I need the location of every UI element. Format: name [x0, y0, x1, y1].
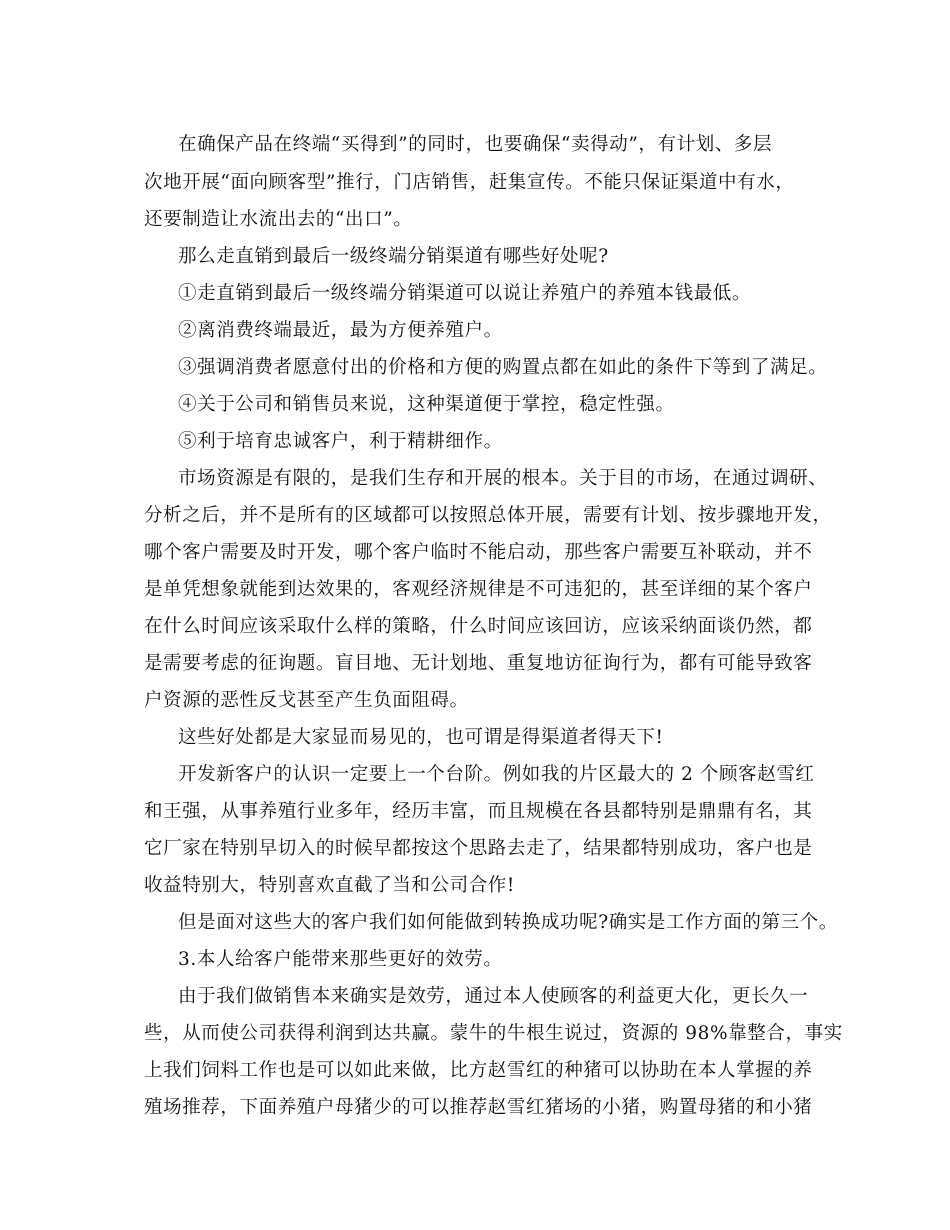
text-line: 户资源的恶性反戈甚至产生负面阻碍。 — [144, 690, 469, 711]
text-line: ②离消费终端最近，最为方便养殖户。 — [178, 320, 503, 341]
text-line: 和王强，从事养殖行业多年，经历丰富，而且规模在各县都特别是鼎鼎有名，其 — [144, 801, 813, 822]
text-line: ⑤利于培育忠诚客户，利于精耕细作。 — [178, 431, 503, 452]
text-line: 在什么时间应该采取什么样的策略，什么时间应该回访，应该采纳面谈仍然，都 — [144, 616, 813, 637]
text-line: 这些好处都是大家显而易见的，也可谓是得渠道者得天下! — [178, 727, 664, 748]
text-line: 是需要考虑的征询题。盲目地、无计划地、重复地访征询行为，都有可能导致客 — [144, 653, 813, 674]
text-line: ①走直销到最后一级终端分销渠道可以说让养殖户的养殖本钱最低。 — [178, 283, 752, 304]
text-line: 但是面对这些大的客户我们如何能做到转换成功呢?确实是工作方面的第三个。 — [178, 912, 838, 933]
text-line: 分析之后，并不是所有的区域都可以按照总体开展，需要有计划、按步骤地开发， — [144, 505, 832, 526]
text-line: 市场资源是有限的，是我们生存和开展的根本。关于目的市场，在通过调研、 — [178, 468, 828, 489]
text-line: ③强调消费者愿意付出的价格和方便的购置点都在如此的条件下等到了满足。 — [178, 357, 828, 378]
text-line: 还要制造让水流出去的“出口”。 — [144, 209, 413, 230]
text-line: 由于我们做销售本来确实是效劳，通过本人使顾客的利益更大化，更长久一 — [178, 986, 809, 1007]
text-line: 那么走直销到最后一级终端分销渠道有哪些好处呢? — [178, 246, 609, 267]
text-line: 在确保产品在终端“买得到”的同时，也要确保“卖得动”，有计划、多层 — [178, 134, 773, 155]
text-line: 殖场推荐，下面养殖户母猪少的可以推荐赵雪红猪场的小猪，购置母猪的和小猪 — [144, 1097, 813, 1118]
text-line: 哪个客户需要及时开发，哪个客户临时不能启动，那些客户需要互补联动，并不 — [144, 542, 813, 563]
text-line: 上我们饲料工作也是可以如此来做，比方赵雪红的种猪可以协助在本人掌握的养 — [144, 1060, 813, 1081]
text-line: 是单凭想象就能到达效果的，客观经济规律是不可违犯的，甚至详细的某个客户 — [144, 579, 813, 600]
text-line: ④关于公司和销售员来说，这种渠道便于掌控，稳定性强。 — [178, 394, 675, 415]
text-line: 些，从而使公司获得利润到达共赢。蒙牛的牛根生说过，资源的 98%靠整合，事实 — [144, 1023, 843, 1044]
text-line: 收益特别大，特别喜欢直截了当和公司合作! — [144, 875, 515, 896]
text-line: 3.本人给客户能带来那些更好的效劳。 — [178, 949, 503, 970]
text-line: 开发新客户的认识一定要上一个台阶。例如我的片区最大的 2 个顾客赵雪红 — [178, 764, 815, 785]
text-line: 它厂家在特别早切入的时候早都按这个思路去走了，结果都特别成功，客户也是 — [144, 838, 813, 859]
text-line: 次地开展“面向顾客型”推行，门店销售，赶集宣传。不能只保证渠道中有水， — [144, 172, 795, 193]
